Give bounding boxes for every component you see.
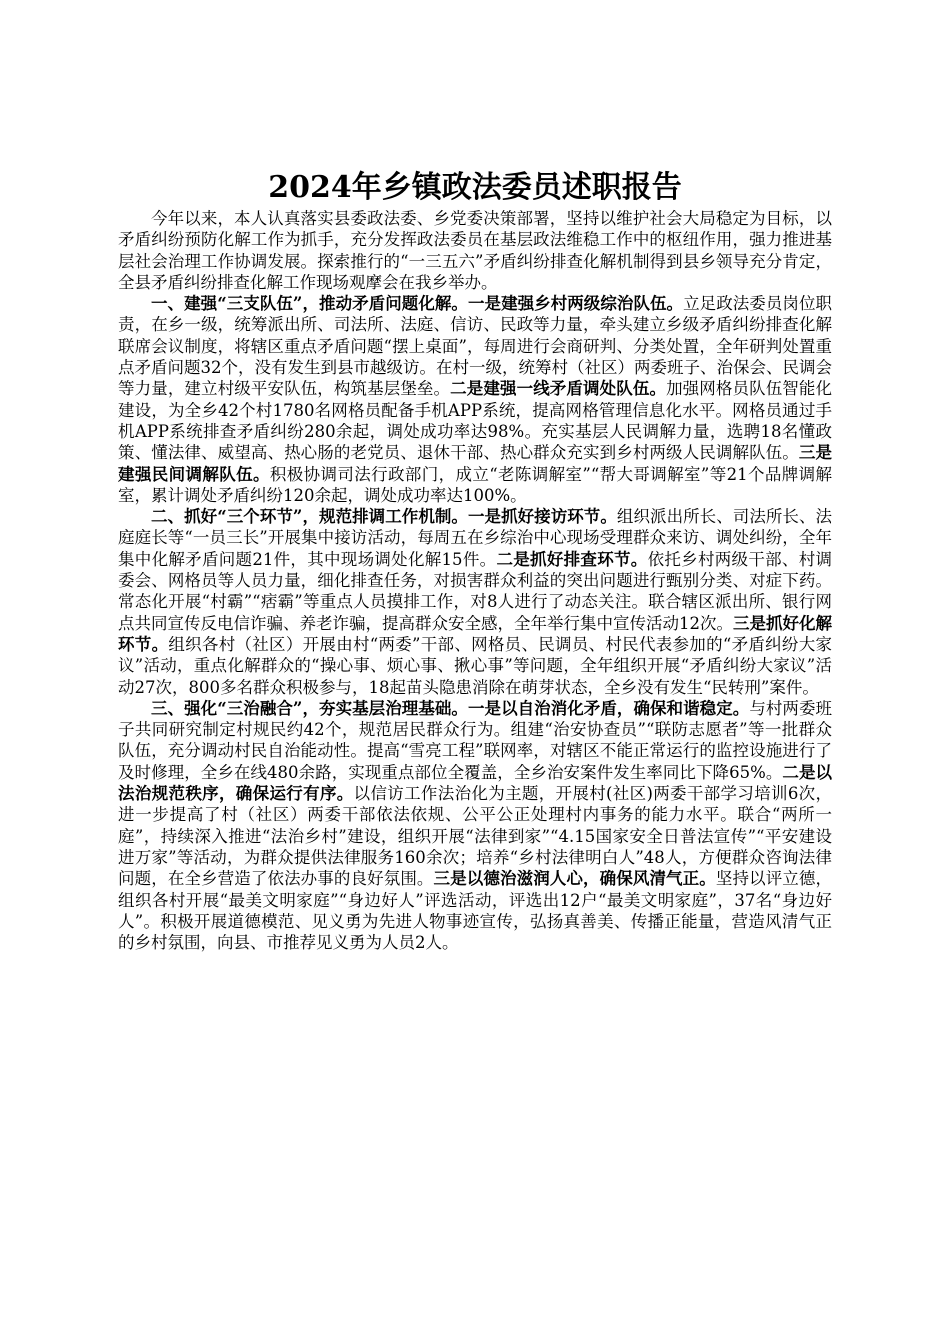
paragraph-text: 组织各村（社区）开展由村“两委”干部、网格员、民调员、村民代表参加的“矛盾纠纷大家议”活动，重点化解群众的“操心事、烦心事、揪心事”等问题，全年组织开展“矛盾纠纷大家议”活动27次，800多名群众积极参与，18起苗头隐患消除在萌芽状态，全乡没有发生“民转刑”案件。 [118, 634, 833, 697]
paragraph-text: 立足政法委员岗位职责，在乡一级，统筹派出所、司法所、法庭、信访、民政等力量，牵头建立乡级矛盾纠纷排查化解联席会议制度，将辖区重点矛盾问题“摆上桌面”，每周进行会商研判、分类处置，全年研判处置重点矛盾问题32个，没有发生到县市越级访。在村一级，统筹村（社区）两委班子、治保会、民调会等力量，建立村级平安队伍，构筑基层堡垒。 [118, 294, 833, 399]
paragraph-section-2 [118, 506, 832, 698]
document-title: 2024年乡镇政法委员述职报告 [268, 170, 682, 205]
paragraph-section-3 [118, 698, 832, 954]
subheading: 三是以德治滋润人心，确保风清气正。 [433, 869, 716, 889]
paragraph-text: 组织派出所长、司法所长、法庭庭长等“一员三长”开展集中接访活动，每周五在乡综治中心现场受理群众来访、调处纠纷，全年集中化解矛盾问题21件，其中现场调处化解15件。 [118, 507, 833, 569]
subheading: 二是建强一线矛盾调处队伍。 [450, 379, 667, 399]
subheading: 三是抓好化解环节。 [118, 613, 832, 654]
paragraph-text: 坚持以评立德，组织各村开展“最美文明家庭”“身边好人”评选活动，评选出12户“最美文明家庭”，37名“身边好人”。积极开展道德模范、见义勇为先进人物事迹宣传，弘扬真善美、传播正能量，营造风清气正的乡村氛围，向县、市推荐见义勇为人员2人。 [118, 869, 833, 953]
paragraph-text: 加强网格员队伍智能化建设，为全乡42个村1780名网格员配备手机APP系统，提高网格管理信息化水平。网格员通过手机APP系统排查矛盾纠纷280余起，调处成功率达98%。充实基层人民调解力量，选聘18名懂政策、懂法律、威望高、热心肠的老党员、退休干部、热心群众充实到乡村两级人民调解队伍。 [118, 379, 833, 463]
document-body [118, 208, 832, 953]
paragraph-text: 积极协调司法行政部门，成立“老陈调解室”“帮大哥调解室”等21个品牌调解室，累计调处矛盾纠纷120余起，调处成功率达100%。 [118, 464, 832, 505]
section-heading: 二、抓好“三个环节”，规范排调工作机制。一是抓好接访环节。 [151, 507, 617, 527]
paragraph-section-1 [118, 293, 832, 506]
paragraph-text: 以信访工作法治化为主题，开展村(社区)两委干部学习培训6次，进一步提高了村（社区）两委干部依法依规、公平公正处理村内事务的能力水平。联合“两所一庭”，持续深入推进“法治乡村”建设，组织开展“法律到家”“4.15国家安全日普法宣传”“平安建设进万家”等活动，为群众提供法律服务160余次；培养“乡村法律明白人”48人，方便群众咨询法律问题，在全乡营造了依法办事的良好氛围。 [118, 784, 833, 889]
paragraph-intro [118, 208, 832, 293]
subheading: 二是以法治规范秩序，确保运行有序。 [118, 762, 833, 804]
paragraph-text: 依托乡村两级干部、村调委会、网格员等人员力量，细化排查任务，对损害群众利益的突出问题进行甄别分类、对症下药。常态化开展“村霸”“痞霸”等重点人员摸排工作，对8人进行了动态关注。联合辖区派出所、银行网点共同宣传反电信诈骗、养老诈骗，提高群众安全感，全年举行集中宣传活动12次。 [118, 549, 833, 633]
section-heading: 一、建强“三支队伍”，推动矛盾问题化解。一是建强乡村两级综治队伍。 [151, 294, 684, 314]
paragraph-text: 今年以来，本人认真落实县委政法委、乡党委决策部署，坚持以维护社会大局稳定为目标，以矛盾纠纷预防化解工作为抓手，充分发挥政法委员在基层政法维稳工作中的枢纽作用，强力推进基层社会治理工作协调发展。探索推行的“一三五六”矛盾纠纷排查化解机制得到县乡领导充分肯定，全县矛盾纠纷排查化解工作现场观摩会在我乡举办。 [118, 209, 832, 292]
section-heading: 三、强化“三治融合”，夯实基层治理基础。一是以自治消化矛盾，确保和谐稳定。 [151, 698, 750, 718]
subheading: 三是建强民间调解队伍。 [118, 443, 833, 484]
subheading: 二是抓好排查环节。 [496, 549, 648, 569]
paragraph-text: 与村两委班子共同研究制定村规民约42个，规范居民群众行为。组建“治安协查员”“联防志愿者”等一批群众队伍，充分调动村民自治能动性。提高“雪亮工程”联网率，对辖区不能正常运行的监控设施进行了及时修理，全乡在线480余路，实现重点部位全覆盖，全乡治安案件发生率同比下降65%。 [118, 698, 833, 782]
